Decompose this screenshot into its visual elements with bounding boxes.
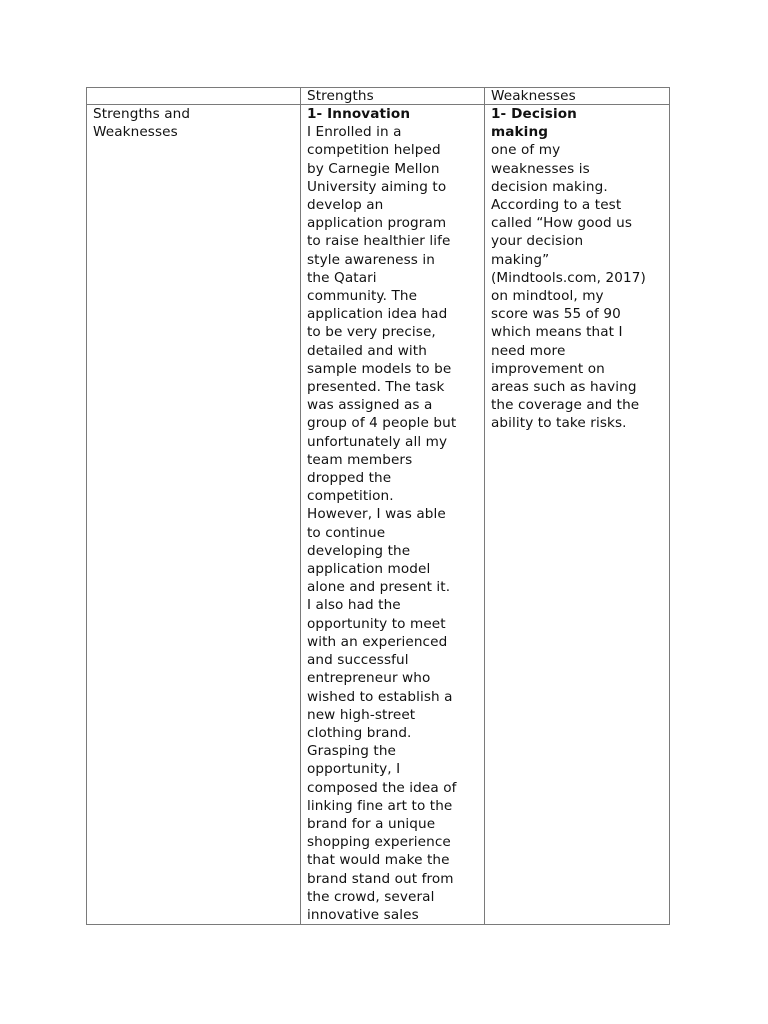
strengths-weaknesses-table xyxy=(86,87,670,925)
weaknesses-cell xyxy=(485,105,670,925)
row-label: Strengths and Weaknesses xyxy=(93,106,191,141)
weakness-body: one of my weaknesses is decision making. According to a test called “How good us your decision making” (Mindtools.com, 2017) on mindtool, my score was 55 of 90 which means that I need more improvement on areas such as having the coverage and the ability to take risks. xyxy=(491,142,646,432)
header-cell-strengths: Strengths xyxy=(301,88,485,105)
weakness-heading: 1- Decision making xyxy=(491,106,577,141)
header-cell-weaknesses: Weaknesses xyxy=(485,88,670,105)
strength-body: I Enrolled in a competition helped by Carnegie Mellon University aiming to develop an application program to raise healthier life style awareness in the Qatari community. The application idea had to be very precise, detailed and with sample models to be presented. The task was assigned as a group of 4 people but unfortunately all my team members dropped the competition. However, I was able to continue developing the application model alone and present it. I also had the opportunity to meet with an experienced and successful entrepreneur who wished to establish a new high-street clothing brand. Grasping the opportunity, I composed the idea of linking fine art to the brand for a unique shopping experience that would make the brand stand out from the crowd, several innovative sales xyxy=(307,124,457,923)
row-label-cell xyxy=(87,105,301,925)
table-header-row xyxy=(87,88,670,105)
header-cell-empty xyxy=(87,88,301,105)
strength-heading: 1- Innovation xyxy=(307,106,411,122)
strengths-cell xyxy=(301,105,485,925)
table-row xyxy=(87,105,670,925)
